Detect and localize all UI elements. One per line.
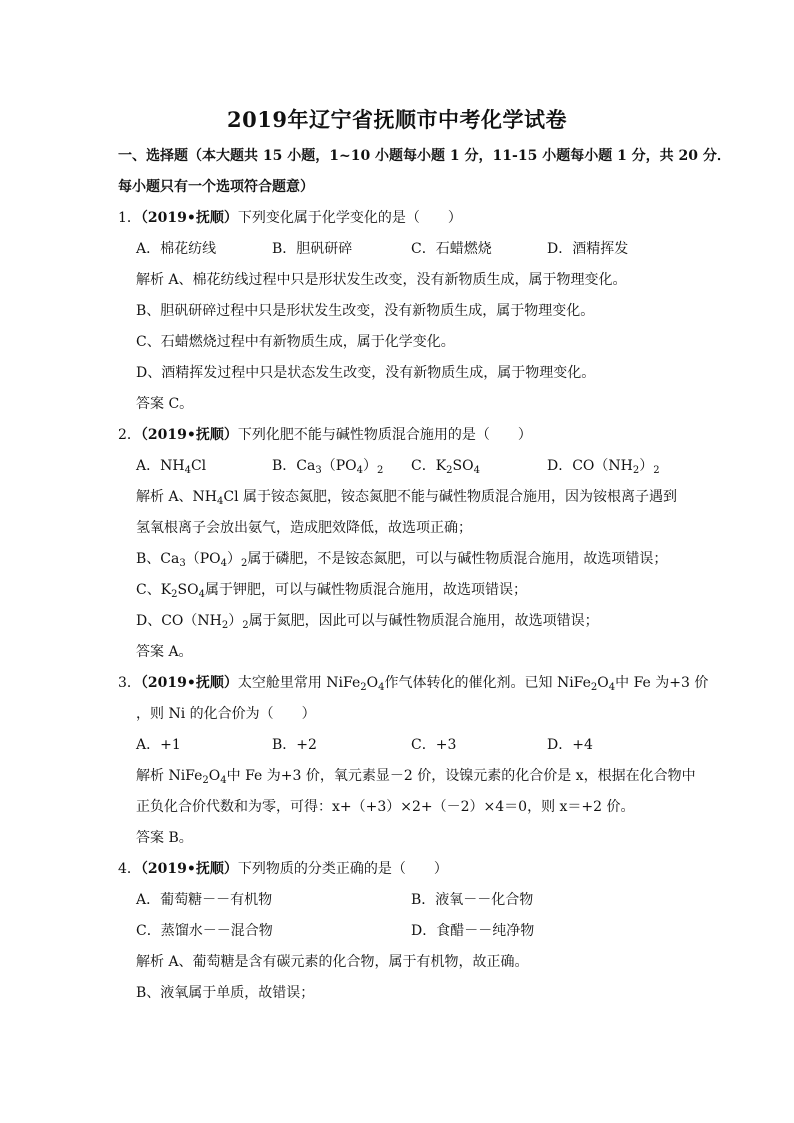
q3-option-c: C．+3: [411, 737, 457, 753]
page-title: 2019年辽宁省抚顺市中考化学试卷: [227, 107, 567, 132]
question-3-stem-continued: ，则 Ni 的化合价为（ ）: [136, 706, 316, 722]
q1-answer: 答案 C。: [136, 396, 194, 412]
q2-option-d: D．$CO(NH_2)_2$: [547, 458, 660, 476]
q2-analysis-1: 解析 A、$NH_4Cl$ 属于铵态氮肥，铵态氮肥不能与碱性物质混合施用，因为铵根离子遇到: [136, 489, 678, 507]
q4-option-b: B．液氧－－化合物: [411, 892, 534, 908]
q1-analysis-2: B、胆矾研碎过程中只是形状发生改变，没有新物质生成，属于物理变化。: [136, 303, 595, 319]
q1-option-b: B．胆矾研碎: [272, 241, 353, 257]
question-source: （2019•抚顺）: [140, 861, 238, 877]
q3-analysis-1: 解析 $NiFe_2O_4$中 Fe 为+3 价，氧元素显－2 价，设镍元素的化合价是 x，根据在化合物中: [136, 768, 696, 786]
question-source: （2019•抚顺）: [140, 210, 238, 226]
q4-analysis-1: 解析 A、葡萄糖是含有碳元素的化合物，属于有机物，故正确。: [136, 954, 529, 970]
question-2-stem: [118, 425, 532, 445]
q3-answer: 答案 B。: [136, 830, 193, 846]
question-source: （2019•抚顺）: [140, 427, 238, 443]
q2-analysis-2: 氢氧根离子会放出氨气，造成肥效降低，故选项正确；: [136, 520, 472, 536]
question-text: 下列化肥不能与碱性物质混合施用的是（ ）: [237, 427, 532, 443]
q1-analysis-1: 解析 A、棉花纺线过程中只是形状发生改变，没有新物质生成，属于物理变化。: [136, 272, 627, 288]
q3-option-b: B．+2: [272, 737, 317, 753]
question-number: 3．: [118, 675, 141, 691]
q2-analysis-3: B、$Ca_3(PO_4)_2$属于磷肥，不是铵态氮肥，可以与碱性物质混合施用，故选项错误；: [136, 551, 668, 569]
section-heading-line1: 一、选择题（本大题共 15 小题，1~10 小题每小题 1 分，11-15 小题每小题 1 分，共 20 分．: [118, 148, 731, 164]
q2-answer: 答案 A。: [136, 644, 193, 660]
question-text: 下列变化属于化学变化的是（ ）: [237, 210, 462, 226]
q2-option-c: C．$K_2SO_4$: [411, 458, 480, 476]
question-3-stem: 3．（2019•抚顺）太空舱里常用 $NiFe_2O_4$作气体转化的催化剂。已知 $NiFe_2O_4$中 Fe 为+3 价: [118, 675, 709, 693]
q2-analysis-4: C、$K_2SO_4$属于钾肥，可以与碱性物质混合施用，故选项错误；: [136, 582, 527, 600]
question-number: 1．: [118, 210, 141, 226]
q4-option-d: D．食醋－－纯净物: [411, 923, 535, 939]
q1-option-a: A．棉花纺线: [136, 241, 217, 257]
q3-option-d: D．+4: [547, 737, 593, 753]
q2-option-a: A．$NH_4Cl$: [136, 458, 207, 476]
q1-analysis-4: D、酒精挥发过程中只是状态发生改变，没有新物质生成，属于物理变化。: [136, 365, 596, 381]
question-text: 下列物质的分类正确的是（ ）: [237, 861, 448, 877]
q1-option-c: C．石蜡燃烧: [411, 241, 492, 257]
q1-option-d: D．酒精挥发: [547, 241, 629, 257]
q3-option-a: A．+1: [136, 737, 181, 753]
question-4-stem: [118, 859, 448, 879]
q2-option-b: B．$Ca_3(PO_4)_2$: [272, 458, 384, 476]
q2-analysis-5: D、$CO(NH_2)_2$属于氮肥，因此可以与碱性物质混合施用，故选项错误；: [136, 613, 599, 631]
question-1-stem: [118, 208, 462, 228]
question-number: 4．: [118, 861, 141, 877]
q1-analysis-3: C、石蜡燃烧过程中有新物质生成，属于化学变化。: [136, 334, 455, 350]
question-number: 2．: [118, 427, 141, 443]
q3-analysis-2: 正负化合价代数和为零，可得：x+（+3）×2+（－2）×4＝0，则 x＝+2 价。: [136, 799, 635, 815]
q4-option-a: A．葡萄糖－－有机物: [136, 892, 273, 908]
q4-analysis-2: B、液氧属于单质，故错误；: [136, 985, 315, 1001]
section-heading-line2: 每小题只有一个选项符合题意）: [118, 179, 314, 195]
question-source: （2019•抚顺）: [140, 675, 238, 691]
q4-option-c: C．蒸馏水－－混合物: [136, 923, 273, 939]
